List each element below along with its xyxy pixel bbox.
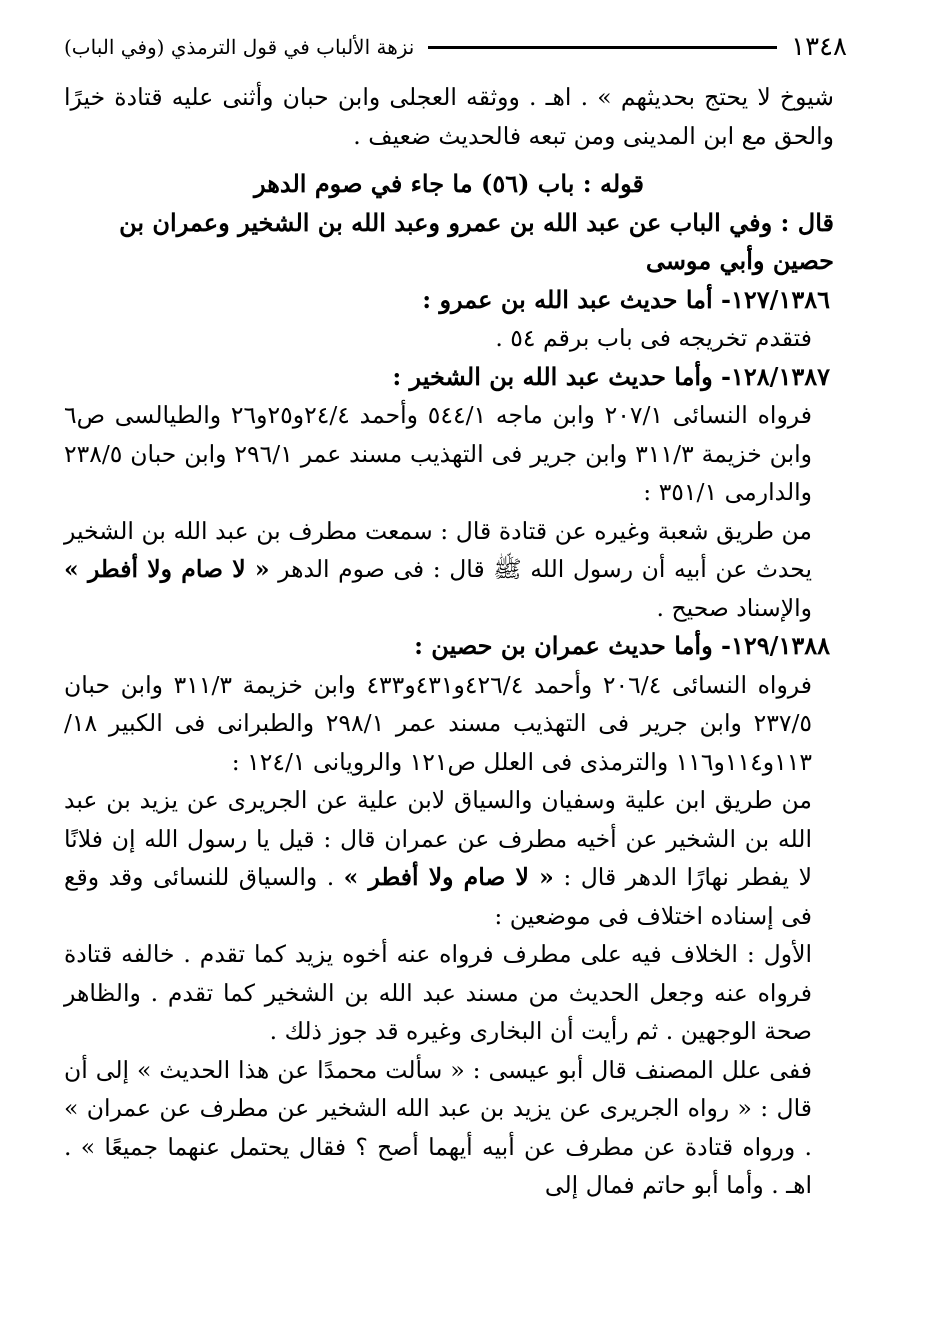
chapter-statement: قال : وفي الباب عن عبد الله بن عمرو وعبد الله بن الشخير وعمران بن حصين وأبي موسى xyxy=(119,207,834,275)
hadith-1387-takhrij: فرواه النسائى ٢٠٧/١ وابن ماجه ٥٤٤/١ وأحمد ٢٤/٤و٢٥و٢٦ والطيالسى ص٦ وابن خزيمة ٣١١/٣ وابن جرير فى التهذيب مسند عمر ٢٩٦/١ وابن حبان ٢٣٨/٥ والدارمى ٣٥١/١ : xyxy=(64,401,812,506)
page-body xyxy=(64,78,834,1205)
hadith-1388-isnad xyxy=(64,781,834,935)
running-header xyxy=(64,30,847,64)
hadith-1388-takhrij: فرواه النسائى ٢٠٦/٤ وأحمد ٤٢٦/٤و٤٣١و٤٣٣ وابن خزيمة ٣١١/٣ وابن حبان ٢٣٧/٥ وابن جرير فى التهذيب مسند عمر ٢٩٨/١ والطبرانى فى الكبير ١٨/ ١١٣و١١٤و١١٦ والترمذى فى العلل ص١٢١ والرويانى ١٢٤/١ : xyxy=(64,670,812,776)
header-rule xyxy=(428,46,777,49)
hadith-1388-heading: ١٢٩/١٣٨٨- وأما حديث عمران بن حصين : xyxy=(414,631,830,660)
hadith-1386-heading: ١٢٧/١٣٨٦- أما حديث عبد الله بن عمرو : xyxy=(422,284,830,314)
first-issue-paragraph: الأول : الخلاف فيه على مطرف فرواه عنه أخوه يزيد كما تقدم . خالفه قتادة فرواه عنه وجعل الحديث من مسند عبد الله بن الشخير كما تقدم . والظاهر صحة الوجهين . ثم رأيت أن البخارى وغيره قد جوز ذلك . xyxy=(64,940,812,1045)
ilal-paragraph: ففى علل المصنف قال أبو عيسى : « سألت محمدًا عن هذا الحديث » إلى أن قال : « رواه الجريرى عن يزيد بن عبد الله الشخير عن مطرف عن عمران » . ورواه قتادة عن مطرف عن أبيه أيهما أصح ؟ فقال يحتمل عنهما جميعًا » . اهـ . وأما أبو حاتم فمال إلى xyxy=(64,1055,812,1199)
spacer xyxy=(64,155,834,165)
hadith-quote: « لا صام ولا أفطر » xyxy=(343,863,554,891)
running-title: نزهة الألباب في قول الترمذي (وفي الباب) xyxy=(64,35,415,59)
hadith-1386-text: فتقدم تخريجه فى باب برقم ٥٤ . xyxy=(495,324,812,352)
isnad-text: من طريق شعبة وغيره عن قتادة قال : سمعت مطرف بن عبد الله بن الشخير يحدث عن أبيه أن رسول الله ﷺ قال : فى صوم الدهر xyxy=(64,516,812,583)
hadith-1387-heading: ١٢٨/١٣٨٧- وأما حديث عبد الله بن الشخير : xyxy=(392,361,830,391)
isnad-text: من طريق ابن علية وسفيان والسياق لابن علية عن الجريرى عن يزيد بن عبد الله بن الشخير عن أخيه مطرف عن عمران قال : قيل يا رسول الله إن فلانًا لا يفطر نهارًا الدهر قال : xyxy=(64,786,812,891)
hadith-quote: « لا صام ولا أفطر » xyxy=(64,555,270,583)
paragraph-continuation: شيوخ لا يحتج بحديثهم » . اهـ . ووثقه العجلى وابن حبان وأثنى عليه قتادة خيرًا والحق مع ابن المدينى ومن تبعه فالحديث ضعيف . xyxy=(64,83,834,150)
hadith-1387-isnad xyxy=(64,512,834,628)
isnad-grade: والإسناد صحيح . xyxy=(656,593,812,622)
isnad-note: . والسياق للنسائى وقد وقع فى إسناده اختلاف فى موضعين : xyxy=(64,863,812,930)
page-number: ١٣٤٨ xyxy=(791,32,847,62)
chapter-title: قوله : باب (٥٦) ما جاء في صوم الدهر xyxy=(253,169,645,198)
